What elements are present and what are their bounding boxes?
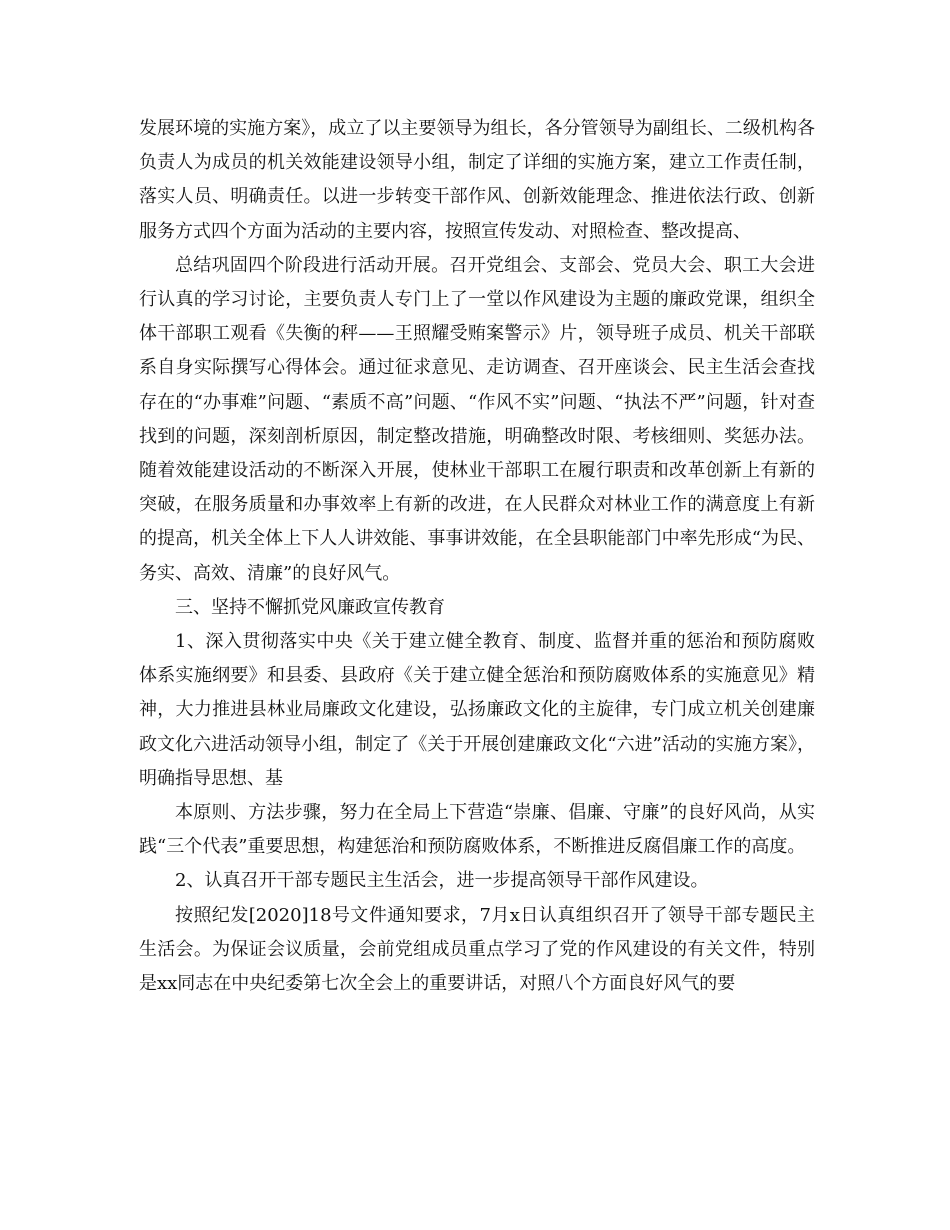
paragraph-principles: 本原则、方法步骤，努力在全局上下营造“崇廉、倡廉、守廉”的良好风尚，从实践“三个代表”重要思想，构建惩治和预防腐败体系，不断推进反腐倡廉工作的高度。 (139, 802, 815, 858)
paragraph-continuation: 发展环境的实施方案》，成立了以主要领导为组长，各分管领导为副组长、二级机构各负责人为成员的机关效能建设领导小组，制定了详细的实施方案，建立工作责任制，落实人员、明确责任。以进一步转变干部作风、创新效能理念、推进依法行政、创新服务方式四个方面为活动的主要内容，按照宣传发动、对照检查、整改提高、 (139, 118, 815, 242)
document-body (139, 112, 815, 1001)
paragraph-item-2: 2、认真召开干部专题民主生活会，进一步提高领导干部作风建设。 (175, 870, 709, 892)
section-heading-3: 三、坚持不懈抓党风廉政宣传教育 (175, 596, 445, 618)
paragraph-summary-stage: 总结巩固四个阶段进行活动开展。召开党组会、支部会、党员大会、职工大会进行认真的学习讨论，主要负责人专门上了一堂以作风建设为主题的廉政党课，组织全体干部职工观看《失衡的秤——王照耀受贿案警示》片，领导班子成员、机关干部联系自身实际撰写心得体会。通过征求意见、走访调查、召开座谈会、民主生活会查找存在的“办事难”问题、“素质不高”问题、“作风不实”问题、“执法不严”问题，针对查找到的问题，深刻剖析原因，制定整改措施，明确整改时限、考核细则、奖惩办法。随着效能建设活动的不断深入开展，使林业干部职工在履行职责和改革创新上有新的突破，在服务质量和办事效率上有新的改进，在人民群众对林业工作的满意度上有新的提高，机关全体上下人人讲效能、事事讲效能，在全县职能部门中率先形成“为民、务实、高效、清廉”的良好风气。 (139, 254, 815, 584)
paragraph-item-1: 1、深入贯彻落实中央《关于建立健全教育、制度、监督并重的惩治和预防腐败体系实施纲要》和县委、县政府《关于建立健全惩治和预防腐败体系的实施意见》精神，大力推进县林业局廉政文化建设，弘扬廉政文化的主旋律，专门成立机关创建廉政文化六进活动领导小组，制定了《关于开展创建廉政文化“六进”活动的实施方案》，明确指导思想、基 (139, 631, 815, 789)
paragraph-meeting: 按照纪发[2020]18号文件通知要求，7月x日认真组织召开了领导干部专题民主生活会。为保证会议质量，会前党组成员重点学习了党的作风建设的有关文件，特别是xx同志在中央纪委第七次全会上的重要讲话，对照八个方面良好风气的要 (139, 904, 815, 995)
